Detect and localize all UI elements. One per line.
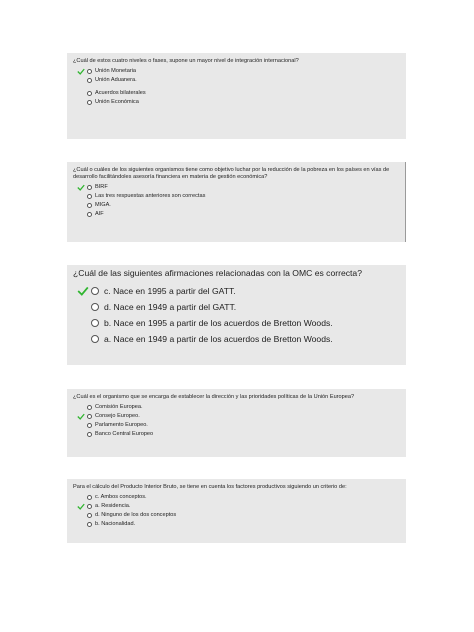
question-text: ¿Cuál es el organismo que se encarga de establecer la dirección y las prioridades políticas de la Unión Europea?	[73, 394, 355, 400]
answer-option[interactable]	[77, 502, 400, 511]
answer-option[interactable]	[77, 493, 400, 502]
question-text: ¿Cuál o cuáles de los siguientes organismos tiene como objetivo luchar por la reducción de la pobreza en los países en vías de desarrollo facilitándoles asesoría financiera en materia de gestión económica?	[73, 167, 390, 180]
answer-label: c. Ambos conceptos.	[95, 494, 147, 500]
answer-label: Unión Monetaria	[95, 68, 137, 74]
question-text: ¿Cuál de estos cuatro niveles o fases, supone un mayor nivel de integración internacional?	[73, 58, 299, 64]
question-card-5	[67, 479, 406, 543]
answer-label: Las tres respuestas anteriores son correctas	[95, 193, 206, 199]
answer-label: c. Nace en 1995 a partir del GATT.	[104, 285, 236, 296]
question-card-1	[67, 53, 406, 139]
answer-label: a. Nace en 1949 a partir de los acuerdos de Bretton Woods.	[104, 333, 333, 344]
radio-button[interactable]	[87, 432, 92, 437]
answer-label: b. Nacionalidad.	[95, 521, 136, 527]
answer-option[interactable]	[77, 201, 399, 210]
answer-option[interactable]	[77, 430, 400, 439]
radio-button[interactable]	[91, 287, 99, 295]
answer-option[interactable]	[77, 89, 400, 98]
answer-option[interactable]	[77, 192, 399, 201]
question-card-4	[67, 389, 406, 457]
radio-button[interactable]	[87, 522, 92, 527]
answer-label: Acuerdos bilaterales	[95, 90, 146, 96]
answer-option[interactable]	[77, 331, 400, 347]
answer-option[interactable]	[77, 283, 400, 299]
checkmark-icon	[77, 413, 85, 420]
answer-label: Parlamento Europeo.	[95, 422, 148, 428]
radio-button[interactable]	[87, 194, 92, 199]
radio-button[interactable]	[87, 513, 92, 518]
answer-option[interactable]	[77, 76, 400, 85]
answer-option[interactable]	[77, 412, 400, 421]
answer-label: d. Nace en 1949 a partir del GATT.	[104, 301, 237, 312]
checkmark-icon	[77, 184, 85, 191]
answer-label: Unión Económica	[95, 99, 139, 105]
answer-option[interactable]	[77, 520, 400, 529]
answer-label: BIRF	[95, 184, 108, 190]
radio-button[interactable]	[87, 185, 92, 190]
question-card-3	[67, 265, 406, 365]
radio-button[interactable]	[91, 335, 99, 343]
answer-label: b. Nace en 1995 a partir de los acuerdos de Bretton Woods.	[104, 317, 333, 328]
radio-button[interactable]	[87, 405, 92, 410]
answer-label: AIF	[95, 211, 104, 217]
answer-label: a. Residencia.	[95, 503, 131, 509]
checkmark-icon	[77, 503, 85, 510]
answer-option[interactable]	[77, 210, 399, 219]
radio-button[interactable]	[87, 495, 92, 500]
answer-option[interactable]	[77, 421, 400, 430]
radio-button[interactable]	[87, 504, 92, 509]
answer-label: Unión Aduanera.	[95, 77, 137, 83]
answer-option[interactable]	[77, 315, 400, 331]
question-card-2	[67, 162, 406, 242]
radio-button[interactable]	[87, 423, 92, 428]
radio-button[interactable]	[87, 91, 92, 96]
radio-button[interactable]	[87, 78, 92, 83]
radio-button[interactable]	[91, 319, 99, 327]
answer-label: d. Ninguno de los dos conceptos	[95, 512, 177, 518]
radio-button[interactable]	[87, 100, 92, 105]
answer-option[interactable]	[77, 98, 400, 107]
answer-label: Comisión Europea.	[95, 404, 143, 410]
radio-button[interactable]	[91, 303, 99, 311]
radio-button[interactable]	[87, 69, 92, 74]
checkmark-icon	[77, 286, 89, 296]
radio-button[interactable]	[87, 414, 92, 419]
answer-label: MIGA.	[95, 202, 111, 208]
checkmark-icon	[77, 68, 85, 75]
answer-label: Banco Central Europeo	[95, 431, 154, 437]
question-text: ¿Cuál de las siguientes afirmaciones relacionadas con la OMC es correcta?	[73, 268, 362, 278]
answer-option[interactable]	[77, 403, 400, 412]
answer-option[interactable]	[77, 299, 400, 315]
radio-button[interactable]	[87, 203, 92, 208]
question-text: Para el cálculo del Producto Interior Bruto, se tiene en cuenta los factores productivos siguiendo un criterio de:	[73, 484, 347, 490]
answer-option[interactable]	[77, 511, 400, 520]
answer-option[interactable]	[77, 67, 400, 76]
answer-option[interactable]	[77, 183, 399, 192]
radio-button[interactable]	[87, 212, 92, 217]
answer-label: Consejo Europeo.	[95, 413, 140, 419]
